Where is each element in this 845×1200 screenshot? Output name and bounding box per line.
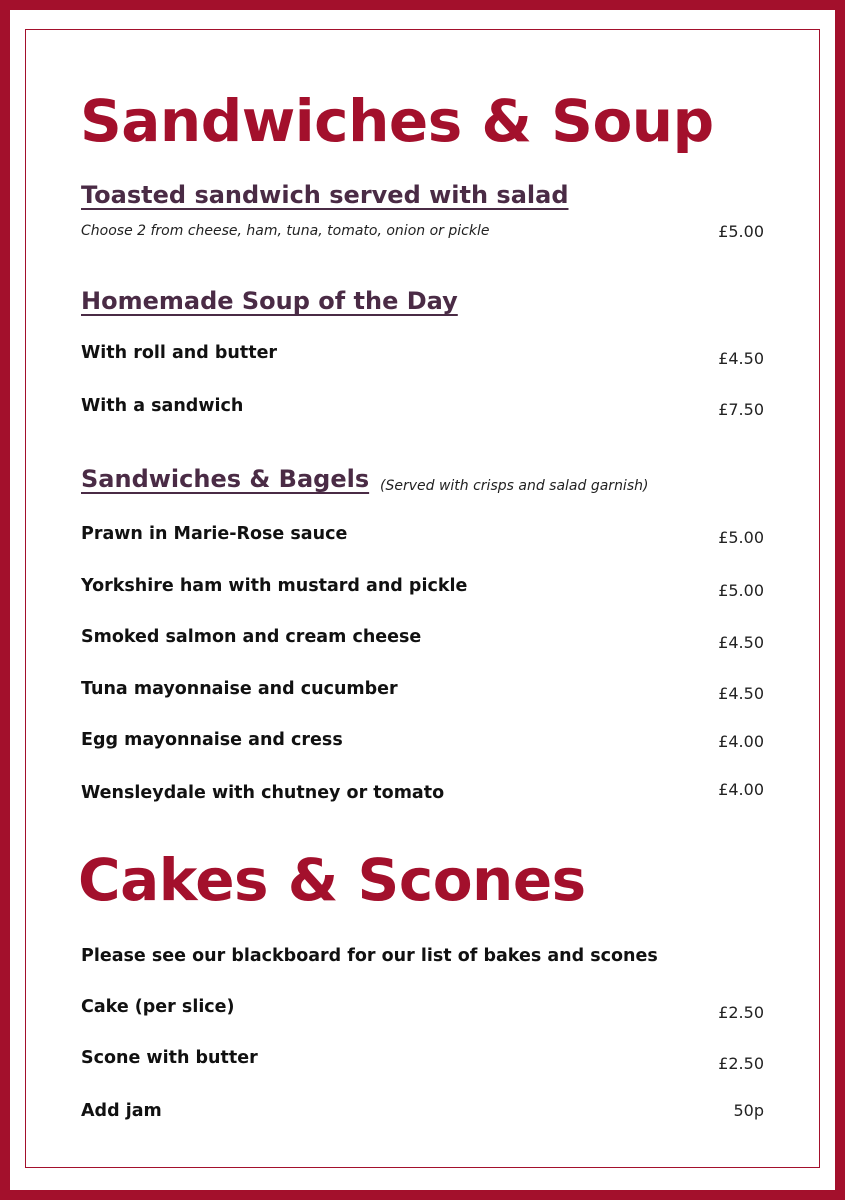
blackboard-note: Please see our blackboard for our list of bakes and scones: [81, 946, 658, 966]
menu-item: Smoked salmon and cream cheese: [81, 627, 422, 647]
menu-item-price: £2.50: [718, 1054, 764, 1073]
menu-item-price: £4.00: [718, 780, 764, 799]
toasted-sandwich-note: Choose 2 from cheese, ham, tuna, tomato, onion or pickle: [81, 223, 490, 239]
menu-item-price: £4.50: [718, 684, 764, 703]
menu-item-price: £5.00: [718, 581, 764, 600]
menu-item: Add jam: [81, 1101, 162, 1121]
menu-item: With a sandwich: [81, 396, 244, 416]
menu-item: Wensleydale with chutney or tomato: [81, 783, 445, 803]
section-title-cakes-scones: Cakes & Scones: [78, 846, 586, 914]
menu-item: Scone with butter: [81, 1048, 258, 1068]
subheading-sandwiches-bagels: Sandwiches & Bagels: [81, 465, 370, 493]
menu-item-price: 50p: [733, 1101, 764, 1120]
menu-item-price: £2.50: [718, 1003, 764, 1022]
menu-item: Egg mayonnaise and cress: [81, 730, 343, 750]
menu-item-price: £5.00: [718, 528, 764, 547]
menu-item: Prawn in Marie-Rose sauce: [81, 524, 348, 544]
menu-item: Yorkshire ham with mustard and pickle: [81, 576, 468, 596]
subheading-soup: Homemade Soup of the Day: [81, 287, 458, 315]
menu-item: Cake (per slice): [81, 997, 235, 1017]
menu-item-price: £7.50: [718, 400, 764, 419]
toasted-sandwich-price: £5.00: [718, 222, 764, 241]
menu-item-price: £4.50: [718, 349, 764, 368]
menu-item-price: £4.00: [718, 732, 764, 751]
menu-item: Tuna mayonnaise and cucumber: [81, 679, 398, 699]
subheading-toasted-sandwich: Toasted sandwich served with salad: [81, 181, 569, 209]
sandwiches-bagels-note: (Served with crisps and salad garnish): [380, 478, 649, 494]
section-title-sandwiches-soup: Sandwiches & Soup: [80, 87, 714, 155]
menu-item: With roll and butter: [81, 343, 278, 363]
menu-item-price: £4.50: [718, 633, 764, 652]
